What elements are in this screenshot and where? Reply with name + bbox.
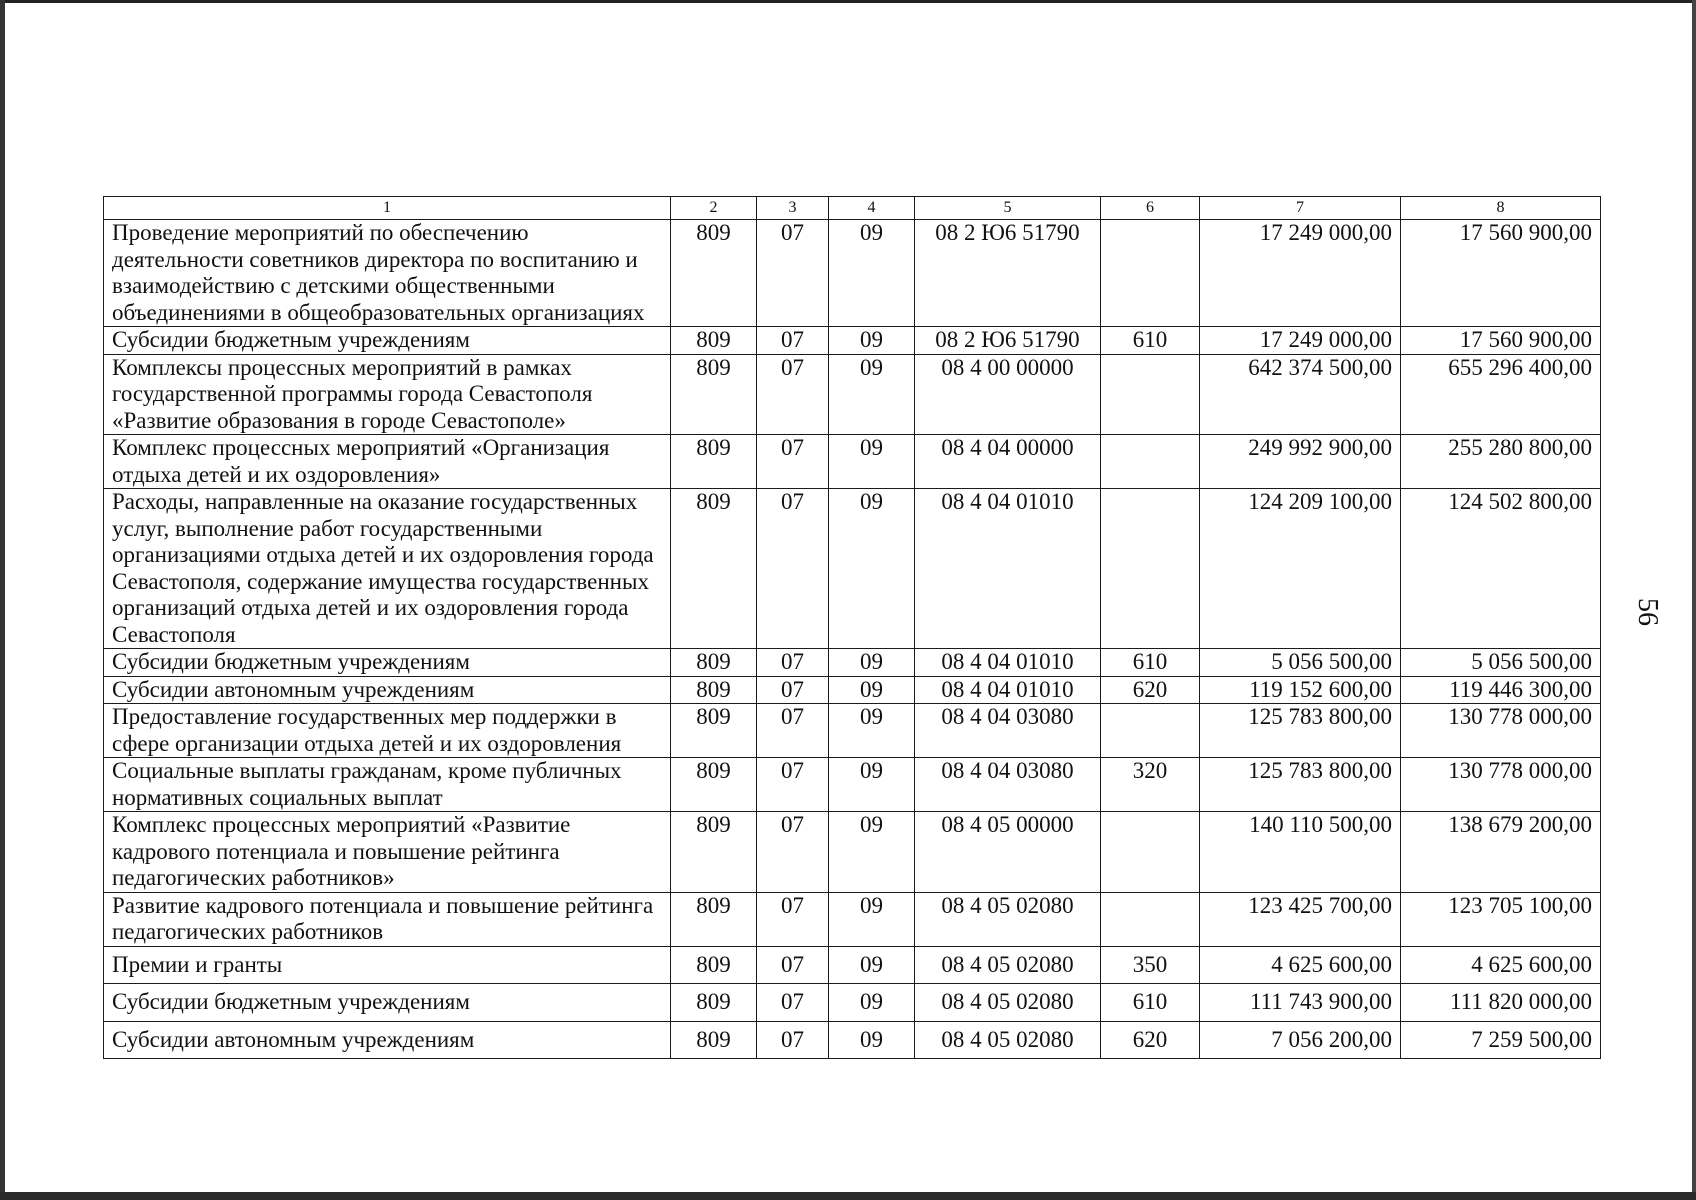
cell-col3: 07 <box>757 758 829 812</box>
header-col-2: 2 <box>671 197 757 220</box>
cell-col3: 07 <box>757 327 829 355</box>
cell-col6: 610 <box>1101 327 1200 355</box>
cell-col5: 08 4 04 01010 <box>915 489 1101 649</box>
cell-col2: 809 <box>671 1021 757 1059</box>
header-col-3: 3 <box>757 197 829 220</box>
cell-col7: 7 056 200,00 <box>1200 1021 1401 1059</box>
cell-col5: 08 2 Ю6 51790 <box>915 327 1101 355</box>
cell-col3: 07 <box>757 946 829 984</box>
table-row <box>104 220 1601 327</box>
cell-col5: 08 4 00 00000 <box>915 354 1101 435</box>
cell-col5: 08 4 04 03080 <box>915 704 1101 758</box>
cell-col8: 5 056 500,00 <box>1401 649 1601 677</box>
cell-col7: 125 783 800,00 <box>1200 704 1401 758</box>
cell-col4: 09 <box>829 758 915 812</box>
cell-col7: 17 249 000,00 <box>1200 327 1401 355</box>
cell-col4: 09 <box>829 435 915 489</box>
cell-col2: 809 <box>671 435 757 489</box>
table-row <box>104 676 1601 704</box>
budget-table-container <box>103 196 1601 1059</box>
cell-col4: 09 <box>829 812 915 893</box>
cell-col7: 642 374 500,00 <box>1200 354 1401 435</box>
cell-col2: 809 <box>671 489 757 649</box>
cell-col2: 809 <box>671 327 757 355</box>
cell-col2: 809 <box>671 812 757 893</box>
cell-col7: 123 425 700,00 <box>1200 892 1401 946</box>
cell-col5: 08 4 04 00000 <box>915 435 1101 489</box>
table-row <box>104 327 1601 355</box>
row-name: Социальные выплаты гражданам, кроме публичных нормативных социальных выплат <box>104 758 671 812</box>
cell-col3: 07 <box>757 704 829 758</box>
row-name: Премии и гранты <box>104 946 671 984</box>
row-name: Комплекс процессных мероприятий «Развитие кадрового потенциала и повышение рейтинга педагогических работников» <box>104 812 671 893</box>
cell-col4: 09 <box>829 354 915 435</box>
cell-col6 <box>1101 220 1200 327</box>
cell-col4: 09 <box>829 892 915 946</box>
row-name: Предоставление государственных мер поддержки в сфере организации отдыха детей и их оздоровления <box>104 704 671 758</box>
cell-col5: 08 2 Ю6 51790 <box>915 220 1101 327</box>
cell-col5: 08 4 05 02080 <box>915 892 1101 946</box>
scan-border-top <box>0 0 1696 3</box>
cell-col8: 17 560 900,00 <box>1401 220 1601 327</box>
cell-col7: 140 110 500,00 <box>1200 812 1401 893</box>
cell-col3: 07 <box>757 354 829 435</box>
row-name: Проведение мероприятий по обеспечению деятельности советников директора по воспитанию и взаимодействию с детскими общественными объединениями в общеобразовательных организациях <box>104 220 671 327</box>
cell-col8: 7 259 500,00 <box>1401 1021 1601 1059</box>
cell-col6: 320 <box>1101 758 1200 812</box>
cell-col5: 08 4 04 01010 <box>915 676 1101 704</box>
scan-border-bottom <box>0 1192 1696 1200</box>
cell-col5: 08 4 05 00000 <box>915 812 1101 893</box>
cell-col7: 249 992 900,00 <box>1200 435 1401 489</box>
table-row <box>104 984 1601 1022</box>
budget-table <box>103 196 1601 1059</box>
cell-col6 <box>1101 489 1200 649</box>
cell-col2: 809 <box>671 676 757 704</box>
cell-col3: 07 <box>757 676 829 704</box>
cell-col2: 809 <box>671 758 757 812</box>
cell-col8: 17 560 900,00 <box>1401 327 1601 355</box>
cell-col2: 809 <box>671 354 757 435</box>
cell-col6: 610 <box>1101 649 1200 677</box>
table-row <box>104 892 1601 946</box>
cell-col6: 610 <box>1101 984 1200 1022</box>
row-name: Развитие кадрового потенциала и повышение рейтинга педагогических работников <box>104 892 671 946</box>
cell-col6 <box>1101 704 1200 758</box>
header-col-8: 8 <box>1401 197 1601 220</box>
table-row <box>104 946 1601 984</box>
cell-col8: 130 778 000,00 <box>1401 758 1601 812</box>
cell-col8: 119 446 300,00 <box>1401 676 1601 704</box>
cell-col3: 07 <box>757 435 829 489</box>
table-row <box>104 489 1601 649</box>
cell-col4: 09 <box>829 946 915 984</box>
header-col-1: 1 <box>104 197 671 220</box>
cell-col4: 09 <box>829 649 915 677</box>
cell-col5: 08 4 04 03080 <box>915 758 1101 812</box>
cell-col2: 809 <box>671 892 757 946</box>
cell-col4: 09 <box>829 489 915 649</box>
cell-col7: 4 625 600,00 <box>1200 946 1401 984</box>
scan-border-left <box>0 0 5 1200</box>
table-row <box>104 354 1601 435</box>
cell-col8: 130 778 000,00 <box>1401 704 1601 758</box>
cell-col7: 125 783 800,00 <box>1200 758 1401 812</box>
table-row <box>104 812 1601 893</box>
row-name: Расходы, направленные на оказание государственных услуг, выполнение работ государственными организациями отдыха детей и их оздоровления города Севастополя, содержание имущества государственных организаций отдыха детей и их оздоровления города Севастополя <box>104 489 671 649</box>
cell-col2: 809 <box>671 220 757 327</box>
cell-col8: 138 679 200,00 <box>1401 812 1601 893</box>
cell-col6 <box>1101 892 1200 946</box>
cell-col6 <box>1101 435 1200 489</box>
cell-col5: 08 4 05 02080 <box>915 1021 1101 1059</box>
row-name: Субсидии бюджетным учреждениям <box>104 984 671 1022</box>
cell-col4: 09 <box>829 676 915 704</box>
cell-col3: 07 <box>757 649 829 677</box>
cell-col3: 07 <box>757 892 829 946</box>
cell-col6 <box>1101 354 1200 435</box>
cell-col7: 5 056 500,00 <box>1200 649 1401 677</box>
cell-col2: 809 <box>671 649 757 677</box>
row-name: Субсидии автономным учреждениям <box>104 676 671 704</box>
cell-col8: 124 502 800,00 <box>1401 489 1601 649</box>
table-row <box>104 1021 1601 1059</box>
cell-col4: 09 <box>829 327 915 355</box>
cell-col8: 123 705 100,00 <box>1401 892 1601 946</box>
header-col-4: 4 <box>829 197 915 220</box>
row-name: Субсидии бюджетным учреждениям <box>104 327 671 355</box>
cell-col8: 655 296 400,00 <box>1401 354 1601 435</box>
cell-col2: 809 <box>671 984 757 1022</box>
cell-col4: 09 <box>829 704 915 758</box>
cell-col8: 111 820 000,00 <box>1401 984 1601 1022</box>
page-number: 56 <box>1632 598 1663 626</box>
cell-col3: 07 <box>757 489 829 649</box>
header-col-5: 5 <box>915 197 1101 220</box>
header-col-7: 7 <box>1200 197 1401 220</box>
cell-col6: 620 <box>1101 1021 1200 1059</box>
cell-col4: 09 <box>829 984 915 1022</box>
cell-col8: 255 280 800,00 <box>1401 435 1601 489</box>
cell-col7: 124 209 100,00 <box>1200 489 1401 649</box>
cell-col6: 350 <box>1101 946 1200 984</box>
scan-border-right <box>1692 0 1696 1200</box>
table-header-row <box>104 197 1601 220</box>
cell-col3: 07 <box>757 1021 829 1059</box>
cell-col7: 111 743 900,00 <box>1200 984 1401 1022</box>
cell-col3: 07 <box>757 220 829 327</box>
cell-col5: 08 4 05 02080 <box>915 946 1101 984</box>
row-name: Комплексы процессных мероприятий в рамках государственной программы города Севастополя «Развитие образования в городе Севастополе» <box>104 354 671 435</box>
cell-col2: 809 <box>671 946 757 984</box>
cell-col4: 09 <box>829 220 915 327</box>
cell-col5: 08 4 05 02080 <box>915 984 1101 1022</box>
cell-col7: 17 249 000,00 <box>1200 220 1401 327</box>
cell-col6 <box>1101 812 1200 893</box>
cell-col3: 07 <box>757 812 829 893</box>
cell-col4: 09 <box>829 1021 915 1059</box>
header-col-6: 6 <box>1101 197 1200 220</box>
cell-col8: 4 625 600,00 <box>1401 946 1601 984</box>
cell-col2: 809 <box>671 704 757 758</box>
table-row <box>104 704 1601 758</box>
cell-col6: 620 <box>1101 676 1200 704</box>
cell-col7: 119 152 600,00 <box>1200 676 1401 704</box>
cell-col3: 07 <box>757 984 829 1022</box>
row-name: Субсидии бюджетным учреждениям <box>104 649 671 677</box>
table-row <box>104 649 1601 677</box>
table-row <box>104 435 1601 489</box>
row-name: Субсидии автономным учреждениям <box>104 1021 671 1059</box>
table-row <box>104 758 1601 812</box>
row-name: Комплекс процессных мероприятий «Организация отдыха детей и их оздоровления» <box>104 435 671 489</box>
cell-col5: 08 4 04 01010 <box>915 649 1101 677</box>
